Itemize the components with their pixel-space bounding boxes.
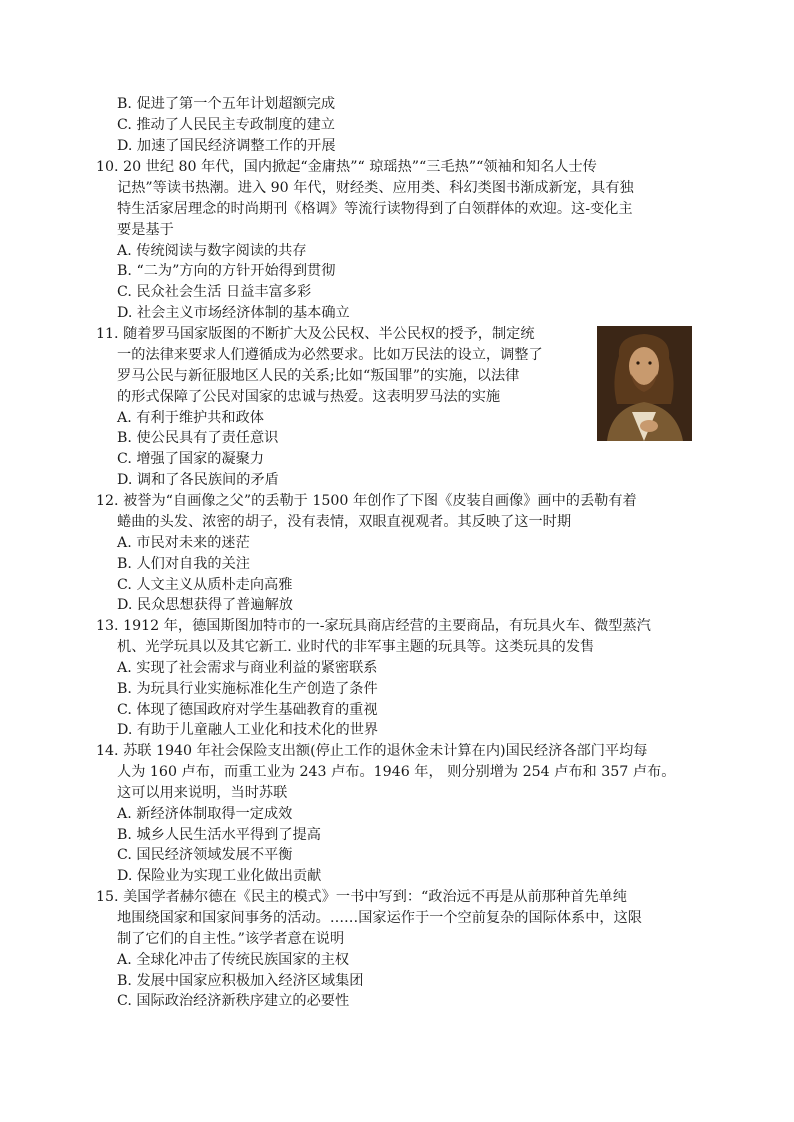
option: D. 调和了各民族间的矛盾	[117, 472, 279, 489]
question-text: 人为 160 卢布，而重工业为 243 卢布。1946 年， 则分别增为 254 卢布和 357 卢布。	[117, 763, 676, 780]
option: B. 人们对自我的关注	[117, 555, 250, 572]
question-text: 地围绕国家和国家间事务的活动。……国家运作于一个空前复杂的国际体系中，这限	[117, 909, 642, 926]
option: D. 民众思想获得了普遍解放	[117, 597, 293, 614]
option: C. 增强了国家的凝聚力	[117, 451, 265, 468]
question-text: 制了它们的自主性。”该学者意在说明	[117, 930, 345, 947]
option: B. 促进了第一个五年计划超额完成	[117, 96, 336, 112]
question-14	[96, 741, 712, 887]
question-12	[96, 491, 712, 616]
question-text: 一的法律来要求人们遵循成为必然要求。比如万民法的设立，调整了	[117, 346, 543, 363]
option: C. 推动了人民民主专政制度的建立	[117, 116, 335, 133]
option: C. 国际政治经济新秩序建立的必要性	[117, 993, 350, 1010]
option: A. 全球化冲击了传统民族国家的主权	[117, 951, 350, 968]
question-text: 10. 20 世纪 80 年代，国内掀起“金庸热”“ 琼瑶热”“三毛热”“领袖和知名人士传	[96, 159, 597, 175]
option: C. 民众社会生活 日益丰富多彩	[117, 284, 312, 301]
option: C. 人文主义从质朴走向高雅	[117, 576, 293, 593]
question-text: 11. 随着罗马国家版图的不断扩大及公民权、半公民权的授予，制定统	[96, 326, 535, 342]
question-text: 机、光学玩具以及其它新工. 业时代的非军事主题的玩具等。这类玩具的发售	[117, 638, 595, 655]
question-10	[96, 157, 712, 324]
question-text: 这可以用来说明，当时苏联	[117, 784, 288, 801]
option: C. 国民经济领域发展不平衡	[117, 847, 293, 864]
option: A. 新经济体制取得一定成效	[117, 805, 293, 822]
option: A. 传统阅读与数字阅读的共存	[117, 242, 307, 259]
option: A. 实现了社会需求与商业利益的紧密联系	[117, 659, 378, 676]
question-11	[96, 324, 596, 491]
question-text: 13. 1912 年，德国斯图加特市的一-家玩具商店经营的主要商品，有玩具火车、微型蒸汽	[96, 618, 651, 634]
option: C. 体现了德国政府对学生基础教育的重视	[117, 701, 378, 718]
option: A. 有利于维护共和政体	[117, 409, 264, 426]
question-text: 的形式保障了公民对国家的忠诚与热爱。这表明罗马法的实施	[117, 388, 501, 405]
option: D. 保险业为实现工业化做出贡献	[117, 868, 322, 885]
question-text: 15. 美国学者赫尔德在《民主的模式》一书中写到：“政治远不再是从前那种首先单纯	[96, 889, 627, 905]
question-text: 14. 苏联 1940 年社会保险支出额(停止工作的退休金未计算在内)国民经济各部门平均每	[96, 743, 648, 759]
option: B. 城乡人民生活水平得到了提高	[117, 826, 321, 843]
question-text: 特生活家居理念的时尚期刊《格调》等流行读物得到了白领群体的欢迎。这-变化主	[117, 200, 633, 217]
question-text: 记热”等读书热潮。进入 90 年代，财经类、应用类、科幻类图书渐成新宠，具有独	[117, 179, 634, 196]
question-13	[96, 616, 712, 741]
question-9-options	[96, 94, 712, 157]
option: D. 社会主义市场经济体制的基本确立	[117, 305, 350, 322]
question-text: 罗马公民与新征服地区人民的关系;比如“叛国罪”的实施，以法律	[117, 367, 520, 384]
question-text: 12. 被誉为“自画像之父”的丢勒于 1500 年创作了下图《皮装自画像》画中的丢勒有着	[96, 493, 637, 509]
durer-self-portrait-image	[597, 326, 692, 441]
option: D. 有助于儿童融人工业化和技术化的世界	[117, 722, 379, 739]
question-text: 要是基于	[117, 221, 174, 238]
option: B. “二为”方向的方针开始得到贯彻	[117, 263, 336, 280]
option: B. 使公民具有了责任意识	[117, 430, 279, 447]
question-15	[96, 887, 712, 1012]
question-text: 蜷曲的头发、浓密的胡子，没有表情，双眼直视观者。其反映了这一时期	[117, 513, 572, 530]
option: B. 发展中国家应积极加入经济区域集团	[117, 972, 364, 989]
portrait-icon	[597, 326, 692, 441]
option: D. 加速了国民经济调整工作的开展	[117, 137, 336, 154]
option: B. 为玩具行业实施标准化生产创造了条件	[117, 680, 378, 697]
option: A. 市民对未来的迷茫	[117, 534, 250, 551]
